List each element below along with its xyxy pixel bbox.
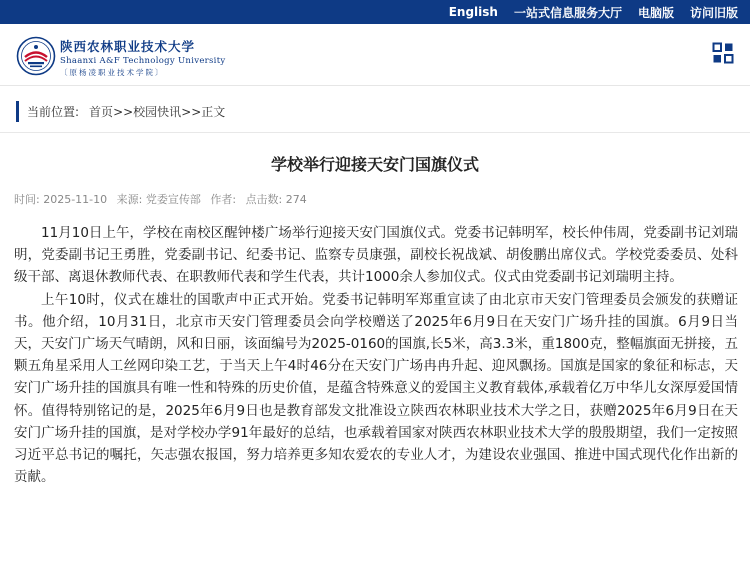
- breadcrumb-home-link[interactable]: 首页: [89, 105, 114, 119]
- grid-menu-icon[interactable]: [712, 42, 734, 64]
- breadcrumb-separator: >>: [181, 104, 202, 119]
- article-source: 来源: 党委宣传部: [116, 193, 201, 206]
- breadcrumb-label: 当前位置:: [27, 105, 80, 119]
- old-version-link[interactable]: 访问旧版: [689, 5, 738, 20]
- article-paragraph: 上午10时，仪式在雄壮的国歌声中正式开始。党委书记韩明军郑重宣读了由北京市天安门管理委员会颁发的获赠证书。他介绍，10月31日，北京市天安门管理委员会向学校赠送了2025年6月9日在天安门广场升挂的国旗。6月9日当天，天安门广场天气晴朗，风和日丽，该面编号为2025-0160的国旗,长5米，高3.3米，重1800克，整幅旗面无拼接，五颗五角星采用人工丝网印染工艺，于当天上午4时46分在天安门广场冉冉升起、迎风飘扬。国旗是国家的象征和标志，天安门广场升挂的国旗具有唯一性和特殊的历史价值，是蕴含特殊意义的爱国主义教育载体,承载着亿万中华儿女深厚爱国情怀。值得特别铭记的是，2025年6月9日也是教育部发文批准设立陕西农林职业技术大学之日，获赠2025年6月9日在天安门广场升挂的国旗，是对学校办学91年最好的总结，也承载着国家对陕西农林职业技术大学的殷殷期望，我们一定按照习近平总书记的嘱托，矢志强农报国，努力培养更多知农爱农的专业人才，为建设农业强国、推进中国式现代化作出新的贡献。: [14, 291, 738, 486]
- logo-chinese-name: 陕西农林职业技术大学: [60, 39, 196, 54]
- article-meta: [14, 191, 313, 207]
- article-title: 学校举行迎接天安门国旗仪式: [270, 155, 479, 174]
- logo-english-name: Shaanxi A&F Technology University: [60, 56, 226, 66]
- breadcrumb: [16, 101, 225, 122]
- university-logo[interactable]: [16, 36, 256, 76]
- service-hall-link[interactable]: 一站式信息服务大厅: [513, 5, 622, 20]
- english-link[interactable]: English: [448, 5, 498, 19]
- logo-text: [60, 37, 260, 75]
- publish-time: 时间: 2025-11-10: [14, 193, 108, 206]
- breadcrumb-section-link[interactable]: 校园快讯: [133, 105, 182, 119]
- article-paragraph: 11月10日上午，学校在南校区醒钟楼广场举行迎接天安门国旗仪式。党委书记韩明军，校长仲伟周，党委副书记刘瑞明，党委副书记王勇胜，党委副书记、纪委书记、监察专员康强，副校长祝战斌、胡俊鹏出席仪式。学校党委委员、处科级干部、离退休教师代表、在职教师代表和学生代表，共计1000余人参加仪式。仪式由党委副书记刘瑞明主持。: [14, 225, 738, 286]
- divider: [0, 132, 750, 133]
- logo-former-name: 〔原杨凌职业技术学院〕: [60, 68, 165, 77]
- top-links: [433, 0, 738, 24]
- article-body: [14, 222, 738, 488]
- top-navigation-bar: [0, 0, 750, 24]
- breadcrumb-current: 正文: [201, 105, 226, 119]
- desktop-version-link[interactable]: 电脑版: [637, 5, 674, 20]
- university-emblem-icon: [16, 36, 56, 76]
- article-author: 作者:: [210, 193, 237, 206]
- breadcrumb-separator: >>: [113, 104, 134, 119]
- click-count: 点击数: 274: [245, 193, 307, 206]
- site-header: [0, 24, 750, 86]
